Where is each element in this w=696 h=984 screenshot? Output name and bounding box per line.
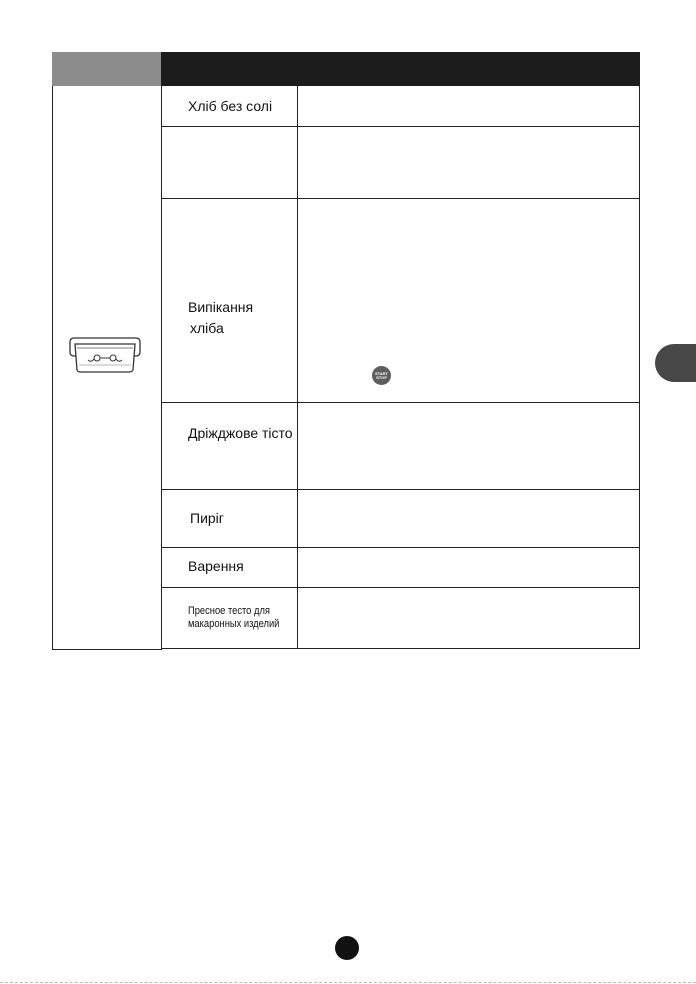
program-name-line-2: макаронных изделий	[188, 618, 280, 630]
start-stop-icon-label-2: STOP	[376, 375, 387, 380]
program-description-cell	[297, 403, 639, 489]
table-row	[162, 588, 640, 649]
page-bottom-rule	[0, 982, 696, 983]
program-name: Хліб без солі	[188, 98, 273, 114]
header-dark-cell	[161, 52, 640, 86]
program-name-cell	[162, 199, 298, 402]
program-name-line-1: Пресное тесто для	[188, 605, 270, 617]
table-row	[162, 199, 640, 403]
program-description-cell	[297, 548, 639, 587]
program-image-column	[52, 86, 162, 650]
program-name-cell	[162, 127, 298, 198]
program-name: Дріжджове тісто	[188, 425, 293, 441]
table-row	[162, 403, 640, 490]
table-row	[162, 490, 640, 548]
page-number-badge	[335, 936, 359, 960]
start-stop-icon	[372, 366, 391, 385]
program-description-cell	[297, 490, 639, 547]
start-stop-icon-label-1: START	[374, 371, 389, 376]
program-description-cell	[297, 127, 639, 198]
table-row	[162, 86, 640, 127]
program-name-line-2: хліба	[190, 320, 224, 336]
chapter-side-tab	[655, 344, 696, 382]
program-name-line-1: Випікання	[188, 299, 254, 315]
program-name-cell	[162, 403, 298, 489]
table-row	[162, 127, 640, 199]
header-grey-cell	[52, 52, 161, 86]
program-name-cell	[162, 490, 298, 547]
bread-pan-icon	[66, 336, 144, 374]
program-description-cell	[297, 86, 639, 126]
program-name: Варення	[188, 558, 244, 574]
program-name-cell	[162, 548, 298, 587]
program-description-cell	[297, 199, 639, 402]
program-name-cell	[162, 588, 298, 648]
program-description-cell	[297, 588, 639, 648]
table-row	[162, 548, 640, 588]
program-name-cell	[162, 86, 298, 126]
program-name: Пиріг	[190, 510, 224, 526]
